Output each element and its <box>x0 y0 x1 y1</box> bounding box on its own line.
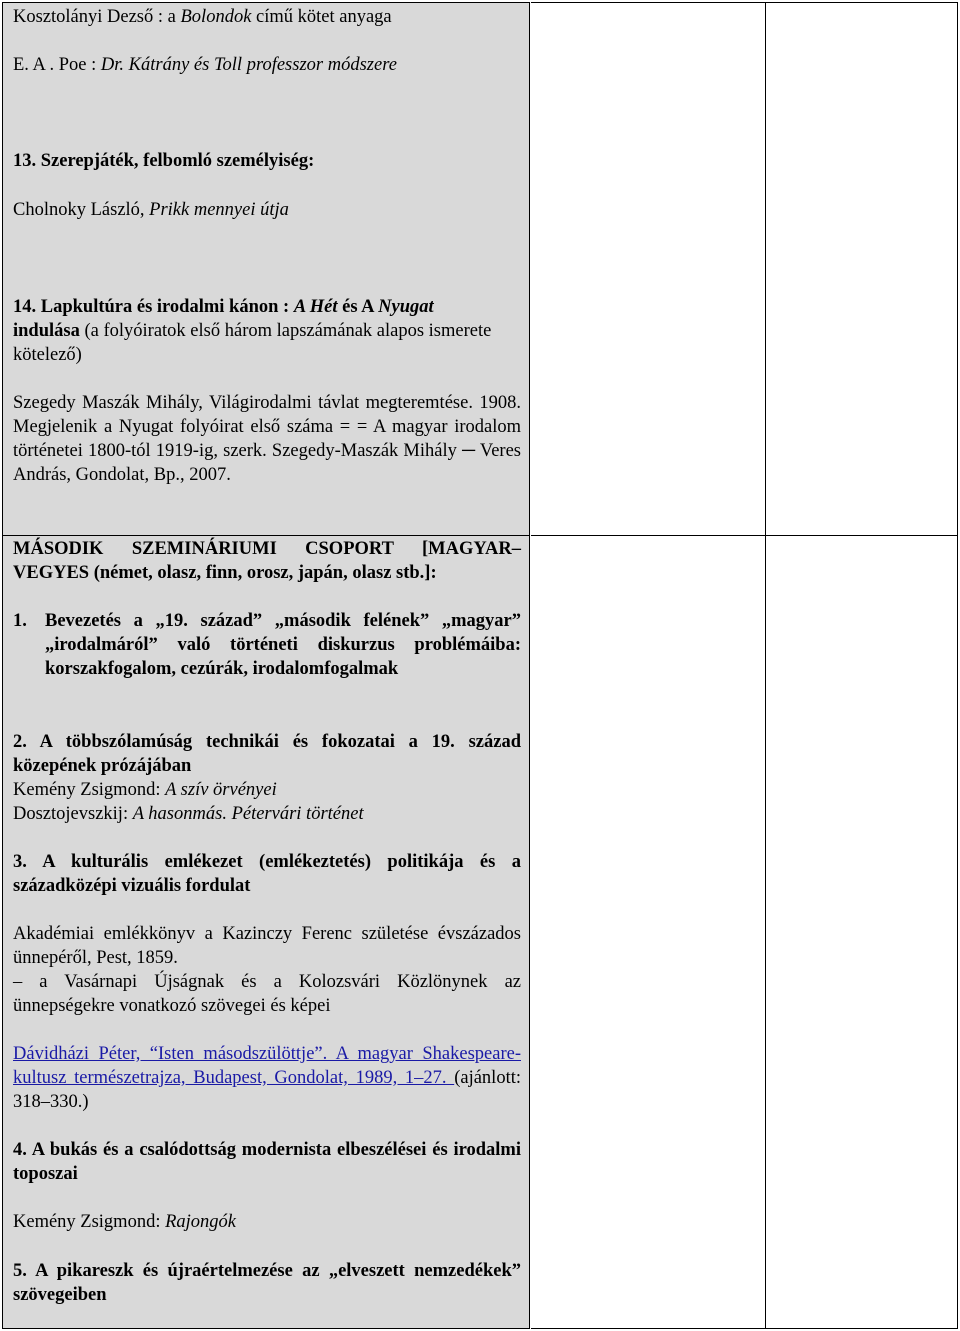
heading-text: Bevezetés a „19. század” „második felének” „magyar” „irodalmáról” való történeti diskurzus problémáiba: korszakfogalom, cezúrák, irodalomfogalmak <box>45 611 521 679</box>
book-title: Rajongók <box>165 1212 236 1232</box>
book-title: A hasonmás. Pétervári történet <box>132 804 364 824</box>
section-13-heading <box>13 149 521 173</box>
book-title: Prikk mennyei útja <box>149 200 289 220</box>
reference-akademiai: Akadémiai emlékkönyv a Kazinczy Ferenc születése évszázados ünnepéről, Pest, 1859. <box>13 924 521 968</box>
heading-text: 2. A többszólamúság technikái és fokozatai a 19. század közepének prózájában <box>13 732 521 776</box>
text: E. A . Poe : <box>13 55 101 75</box>
author: Cholnoky László, <box>13 200 150 220</box>
reading-line-cholnoky <box>13 198 521 222</box>
author: Kemény Zsigmond: <box>13 1212 166 1232</box>
journal-title: Nyugat <box>378 297 434 317</box>
book-title: Bolondok <box>180 7 252 27</box>
text: című kötet anyaga <box>251 7 392 27</box>
reference-link[interactable]: Dávidházi Péter, “Isten másodszülöttje”. A magyar Shakespeare-kultusz természetrajza, Budapest, Gondolat, 1989, 1–27. <box>13 1044 521 1088</box>
second-column-lower-cell <box>531 535 765 536</box>
book-title: Dr. Kátrány és Toll professzor módszere <box>100 55 397 75</box>
note: (a folyóiratok első három lapszámának alapos ismerete kötelező) <box>13 321 492 365</box>
text: Kosztolányi Dezső : a <box>13 7 181 27</box>
heading-text: 13. Szerepjáték, felbomló személyiség: <box>13 151 315 171</box>
author: Dosztojevszkij: <box>13 804 133 824</box>
recommended-pages: (ajánlott: 318–330.) <box>13 1068 521 1112</box>
journal-title: A Hét <box>293 297 338 317</box>
item-2-heading <box>13 730 521 778</box>
reference-davidhazi <box>13 1042 521 1114</box>
heading-text: 3. A kulturális emlékezet (emlékeztetés) politikája és a századközépi vizuális fordulat <box>13 852 521 896</box>
reading-line-poe <box>13 53 521 77</box>
third-column <box>766 2 958 1329</box>
item-1-heading <box>45 609 521 681</box>
third-column-lower-cell <box>766 535 957 536</box>
number: 1. <box>13 611 27 631</box>
group-heading <box>13 537 521 585</box>
reference-vasarnapi: – a Vasárnapi Újságnak és a Kolozsvári Közlönynek az ünnepségekre vonatkozó szövegei és képei <box>13 972 521 1016</box>
heading-text: 14. Lapkultúra és irodalmi kánon : <box>13 297 294 317</box>
reading-line-kosztolanyi <box>13 5 521 29</box>
reading-line-kemeny-rajongok <box>13 1210 521 1234</box>
reference-szegedy: Szegedy Maszák Mihály, Világirodalmi távlat megteremtése. 1908. Megjelenik a Nyugat folyóirat első száma = = A magyar irodalom történetei 1800-tól 1919-ig, szerk. Szegedy-Maszák Mihály ─ Veres András, Gondolat, Bp., 2007. <box>13 393 521 485</box>
item-3-heading <box>13 850 521 898</box>
heading-text: 4. A bukás és a csalódottság modernista elbeszélései és irodalmi toposzai <box>13 1140 521 1184</box>
heading-text: indulása <box>13 321 80 341</box>
second-column <box>531 2 766 1329</box>
heading-text: 5. A pikareszk és újraértelmezése az „elveszett nemzedékek” szövegeiben <box>13 1261 521 1305</box>
item-4-heading <box>13 1138 521 1186</box>
heading-text: MÁSODIK SZEMINÁRIUMI CSOPORT [MAGYAR– VEGYES (német, olasz, finn, orosz, japán, olasz stb.]: <box>13 539 521 583</box>
author: Kemény Zsigmond: <box>13 780 166 800</box>
heading-text: és A <box>337 297 379 317</box>
item-5-heading <box>13 1259 521 1307</box>
section-14-heading <box>13 295 521 367</box>
reading-line-dostoevsky <box>13 802 521 826</box>
reading-line-kemeny <box>13 778 521 802</box>
book-title: A szív örvényei <box>165 780 277 800</box>
